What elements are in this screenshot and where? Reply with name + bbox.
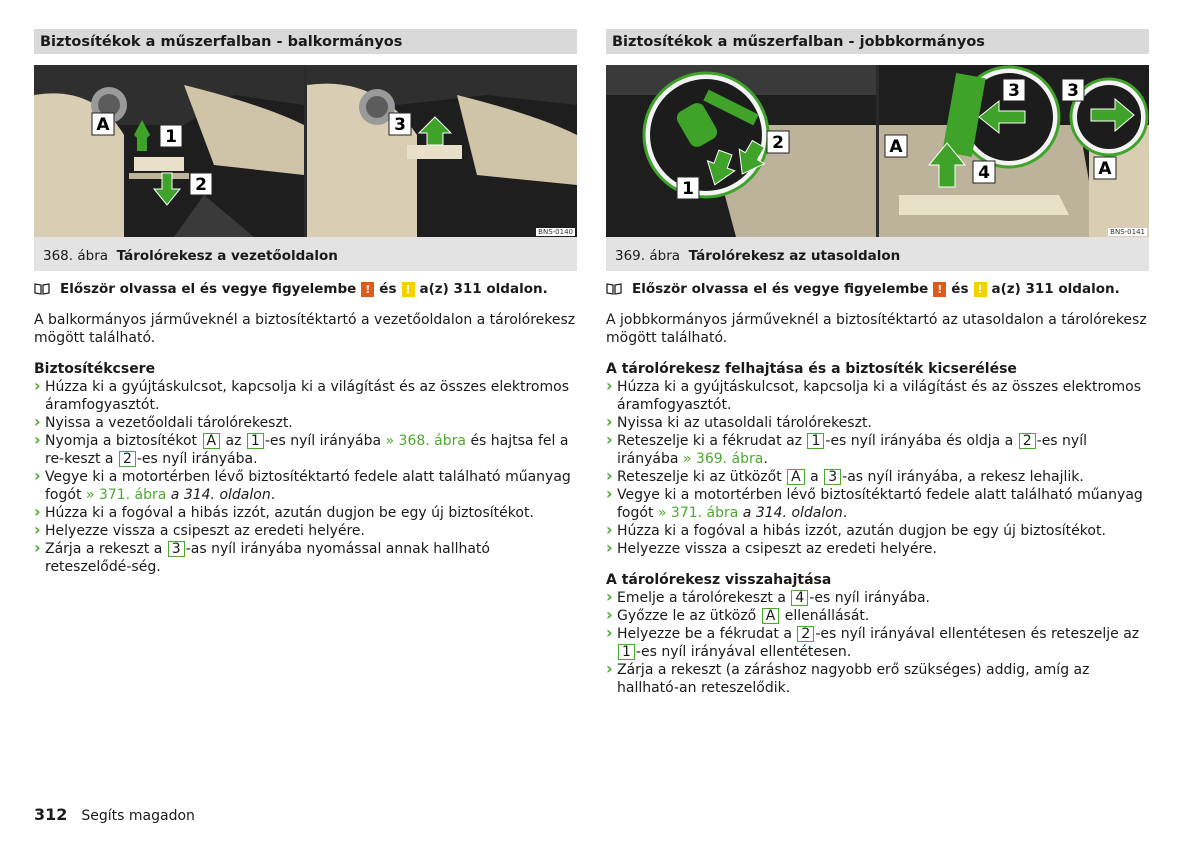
key-ref: 1 <box>618 644 635 660</box>
figure-label: 2 <box>195 175 207 195</box>
figure-caption <box>606 237 1149 271</box>
intro-paragraph: A jobbkormányos járműveknél a biztosítéktartó az utasoldalon a tárolórekesz mögött található. <box>606 312 1147 346</box>
figure-panel-left <box>34 65 304 237</box>
notice-text: Először olvassa el és vegye figyelembe <box>60 281 357 297</box>
figure-label: A <box>889 137 903 157</box>
key-ref: 1 <box>247 433 264 449</box>
exclamation-icon: ! <box>974 282 987 297</box>
list-item: › Reteszelje ki az ütközőt A a 3 -as nyíl irányába, a rekesz lehajlik. <box>606 468 1149 486</box>
key-ref: 2 <box>119 451 136 467</box>
figure-link[interactable]: » 368. ábra <box>385 433 466 449</box>
caption-text: Tárolórekesz a vezetőoldalon <box>116 248 338 264</box>
list-item: › Helyezze be a fékrudat a 2 -es nyíl irányával ellentétesen és reteszelje az 1 -es nyíl irányával ellentétesen. <box>606 625 1149 661</box>
figure-label: A <box>96 115 110 135</box>
figure-label: 3 <box>1067 81 1079 101</box>
figure-panel-left <box>606 65 876 237</box>
section-heading: Biztosítékok a műszerfalban - balkormányos <box>34 29 577 54</box>
subheading: A tárolórekesz visszahajtása <box>606 572 832 588</box>
key-ref: 3 <box>824 469 841 485</box>
section-heading: Biztosítékok a műszerfalban - jobbkormányos <box>606 29 1149 54</box>
exclamation-icon: ! <box>933 282 946 297</box>
list-item: › Húzza ki a fogóval a hibás izzót, azután dugjon be egy új biztosítékot. <box>34 504 577 522</box>
figure-code: BNS-0140 <box>538 228 573 236</box>
figure-caption <box>34 237 577 271</box>
key-ref: A <box>787 469 805 485</box>
caption-number: 369. ábra <box>615 248 681 264</box>
list-item: › Húzza ki a gyújtáskulcsot, kapcsolja ki a világítást és az összes elektromos áramfogyasztót. <box>34 378 577 414</box>
key-ref: 2 <box>797 626 814 642</box>
figure-link[interactable]: » 369. ábra <box>682 451 764 467</box>
exclamation-icon: ! <box>402 282 415 297</box>
subheading: A tárolórekesz felhajtása és a biztosíték kicserélése <box>606 361 1017 377</box>
key-ref: 2 <box>1019 433 1036 449</box>
list-item: › Győzze le az ütköző A ellenállását. <box>606 607 1149 625</box>
footer-section: Segíts magadon <box>81 808 195 824</box>
list-item: › Vegye ki a motortérben lévő biztosítéktartó fedele alatt található műanyag fogót » 371. ábra a 314. oldalon. <box>34 468 577 504</box>
safety-notice <box>606 279 1149 299</box>
list-item: › Nyissa a vezetőoldali tárolórekeszt. <box>34 414 577 432</box>
figure-panel-right <box>307 65 577 237</box>
figure-label: 3 <box>1008 81 1020 101</box>
figure-link[interactable]: » 371. ábra <box>85 487 167 503</box>
key-ref: A <box>762 608 780 624</box>
book-icon <box>606 283 622 295</box>
list-item: › Reteszelje ki a fékrudat az 1 -es nyíl irányába és oldja a 2 -es nyíl irányába » 369. ábra. <box>606 432 1149 468</box>
list-item: › Helyezze vissza a csipeszt az eredeti helyére. <box>606 540 1149 558</box>
notice-and: és <box>379 281 397 297</box>
page-footer <box>34 805 195 824</box>
safety-notice <box>34 279 577 299</box>
figure-link[interactable]: » 371. ábra <box>657 505 739 521</box>
steps-list <box>606 378 1149 558</box>
figure-368 <box>34 65 577 237</box>
right-column <box>606 29 1149 697</box>
list-item: › Emelje a tárolórekeszt a 4 -es nyíl irányába. <box>606 589 1149 607</box>
key-ref: 1 <box>807 433 824 449</box>
steps-list <box>606 589 1149 697</box>
list-item: › Nyissa ki az utasoldali tárolórekeszt. <box>606 414 1149 432</box>
notice-page-ref: a(z) 311 oldalon. <box>419 281 548 297</box>
figure-369 <box>606 65 1149 237</box>
figure-label: 2 <box>772 133 784 153</box>
list-item: › Húzza ki a gyújtáskulcsot, kapcsolja ki a világítást és az összes elektromos áramfogyasztót. <box>606 378 1149 414</box>
figure-code: BNS-0141 <box>1110 228 1145 236</box>
steps-list <box>34 378 577 576</box>
book-icon <box>34 283 50 295</box>
figure-label: A <box>1098 159 1112 179</box>
list-item: › Helyezze vissza a csipeszt az eredeti helyére. <box>34 522 577 540</box>
key-ref: A <box>203 433 221 449</box>
figure-label: 1 <box>165 127 177 147</box>
notice-and: és <box>951 281 969 297</box>
notice-text: Először olvassa el és vegye figyelembe <box>632 281 929 297</box>
caption-number: 368. ábra <box>43 248 109 264</box>
left-column <box>34 29 577 576</box>
list-item: › Húzza ki a fogóval a hibás izzót, azután dugjon be egy új biztosítékot. <box>606 522 1149 540</box>
list-item: › Nyomja a biztosítékot A az 1 -es nyíl irányába » 368. ábra és hajtsa fel a re-keszt a 2 -es nyíl irányába. <box>34 432 577 468</box>
list-item: › Zárja a rekeszt (a záráshoz nagyobb erő szükséges) addig, amíg az hallható-an reteszelődik. <box>606 661 1149 697</box>
notice-page-ref: a(z) 311 oldalon. <box>991 281 1120 297</box>
exclamation-icon: ! <box>361 282 374 297</box>
figure-label: 4 <box>978 163 990 183</box>
subheading: Biztosítékcsere <box>34 361 156 377</box>
key-ref: 4 <box>791 590 808 606</box>
caption-text: Tárolórekesz az utasoldalon <box>688 248 901 264</box>
figure-panel-right <box>879 65 1149 237</box>
figure-label: 1 <box>682 179 694 199</box>
figure-label: 3 <box>394 115 406 135</box>
page-number: 312 <box>34 805 68 824</box>
list-item: › Vegye ki a motortérben lévő biztosítéktartó fedele alatt található műanyag fogót » 371. ábra a 314. oldalon. <box>606 486 1149 522</box>
list-item: › Zárja a rekeszt a 3 -as nyíl irányába nyomással annak hallható reteszelődé-ség. <box>34 540 577 576</box>
key-ref: 3 <box>168 541 185 557</box>
intro-paragraph: A balkormányos járműveknél a biztosítéktartó a vezetőoldalon a tárolórekesz mögött található. <box>34 312 576 346</box>
